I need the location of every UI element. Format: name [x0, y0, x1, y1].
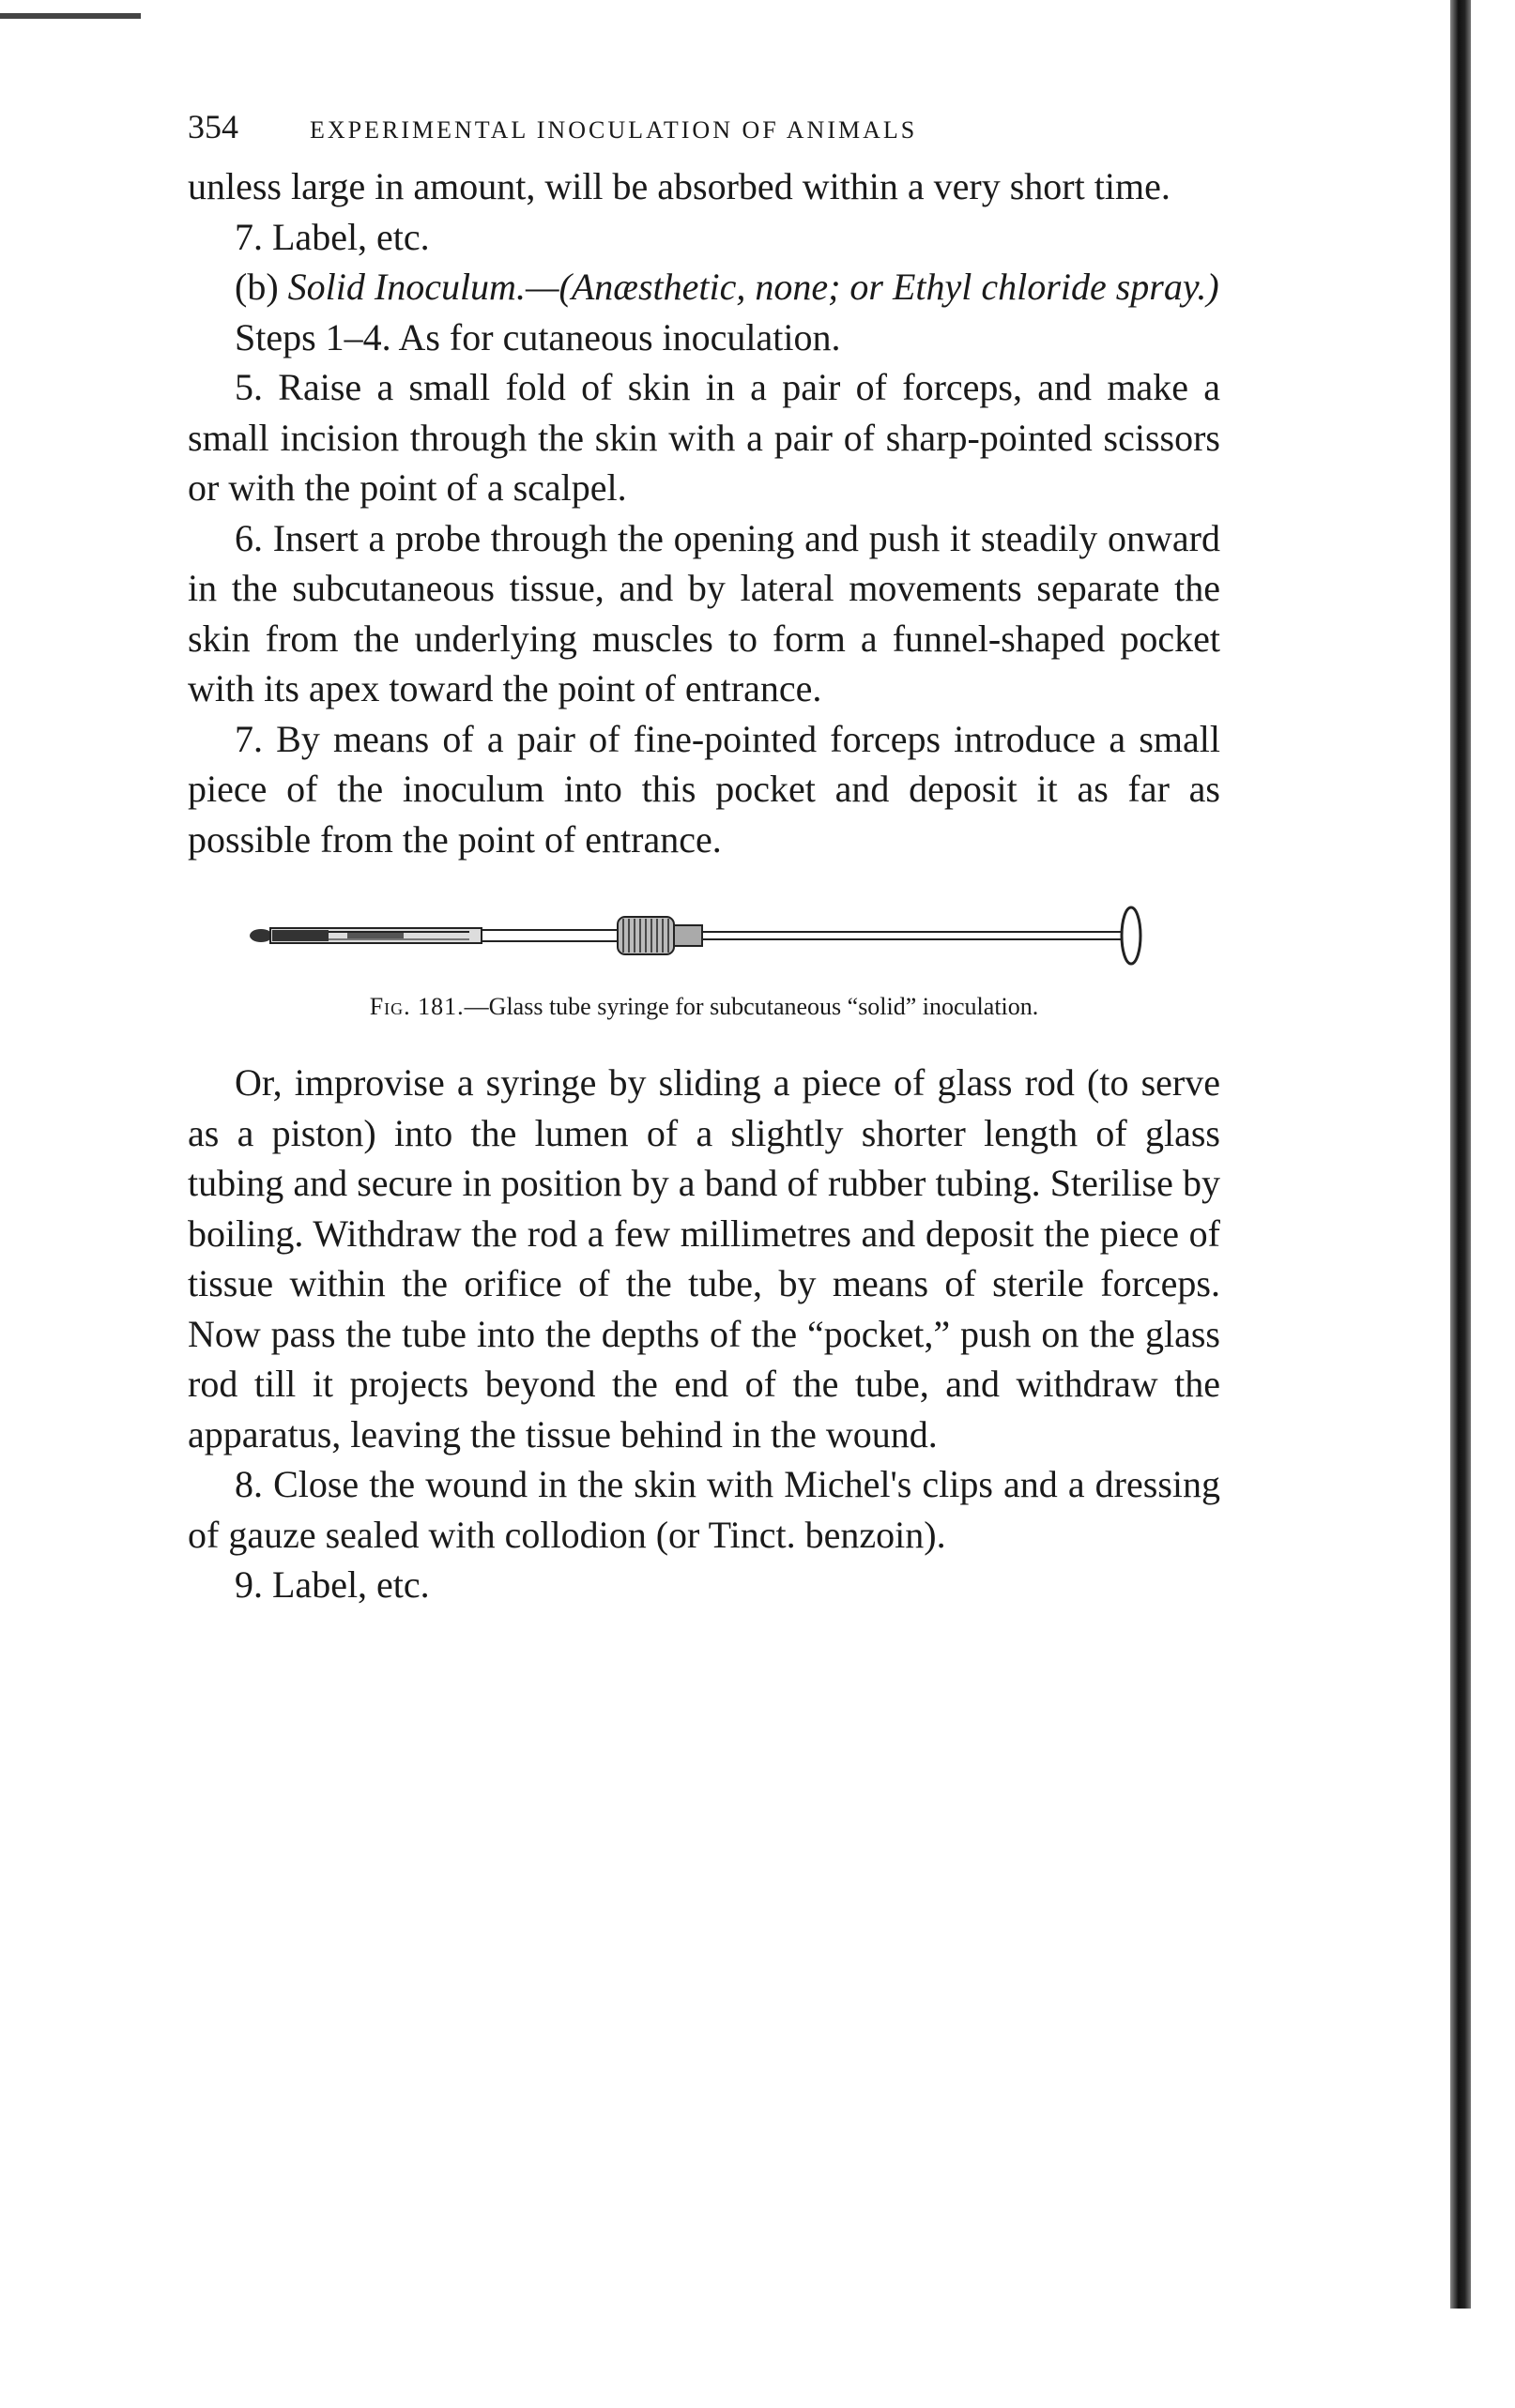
section-b-title: Solid Inoculum.—(Anæsthetic, none; or Ethyl chloride spray.): [287, 266, 1219, 308]
section-b-heading: [188, 262, 1220, 312]
figure-label: Fig. 181.: [369, 993, 465, 1020]
figure-181: [188, 902, 1220, 1024]
glass-tube-syringe-icon: [235, 902, 1173, 968]
step-5: 5. Raise a small fold of skin in a pair of forceps, and make a small incision through the skin with a pair of sharp-pointed scissors or with the point of a scalpel.: [188, 366, 1220, 509]
figure-caption: [188, 990, 1220, 1024]
book-page: [188, 103, 1220, 1610]
figure-caption-text: —Glass tube syringe for subcutaneous “solid” inoculation.: [464, 993, 1039, 1020]
paragraph-continuation: unless large in amount, will be absorbed within a very short time.: [188, 165, 1171, 207]
page-header: [188, 103, 1220, 154]
improvised-syringe-paragraph: Or, improvise a syringe by sliding a piece of glass rod (to serve as a piston) into the lumen of a slightly shorter length of glass tubing and secure in position by a band of rubber tubing. Sterilise by boiling. Withdraw the rod a few millimetres and deposit the piece of tissue within the orifice of the tube, by means of sterile forceps. Now pass the tube into the depths of the “pocket,” push on the glass rod till it projects beyond the end of the tube, and withdraw the apparatus, leaving the tissue behind in the wound.: [188, 1061, 1220, 1455]
page-number: 354: [188, 108, 238, 145]
scan-corner-mark: [0, 13, 141, 19]
steps-1-4: Steps 1–4. As for cutaneous inoculation.: [235, 315, 841, 358]
section-b-label: (b): [235, 266, 288, 308]
running-head: EXPERIMENTAL INOCULATION OF ANIMALS: [310, 116, 918, 144]
step-7: 7. By means of a pair of fine-pointed forceps introduce a small piece of the inoculum into this pocket and deposit it as far as possible from the point of entrance.: [188, 717, 1220, 861]
step-6: 6. Insert a probe through the opening and push it steadily onward in the subcutaneous tissue, and by lateral movements separate the skin from the underlying muscles to form a funnel-shaped pocket with its apex toward the point of entrance.: [188, 516, 1220, 709]
step-9: 9. Label, etc.: [235, 1563, 430, 1606]
step-8: 8. Close the wound in the skin with Michel's clips and a dressing of gauze sealed with collodion (or Tinct. benzoin).: [188, 1463, 1220, 1556]
scan-binding-shadow: [1450, 0, 1471, 2309]
step-7-label: 7. Label, etc.: [235, 215, 430, 258]
